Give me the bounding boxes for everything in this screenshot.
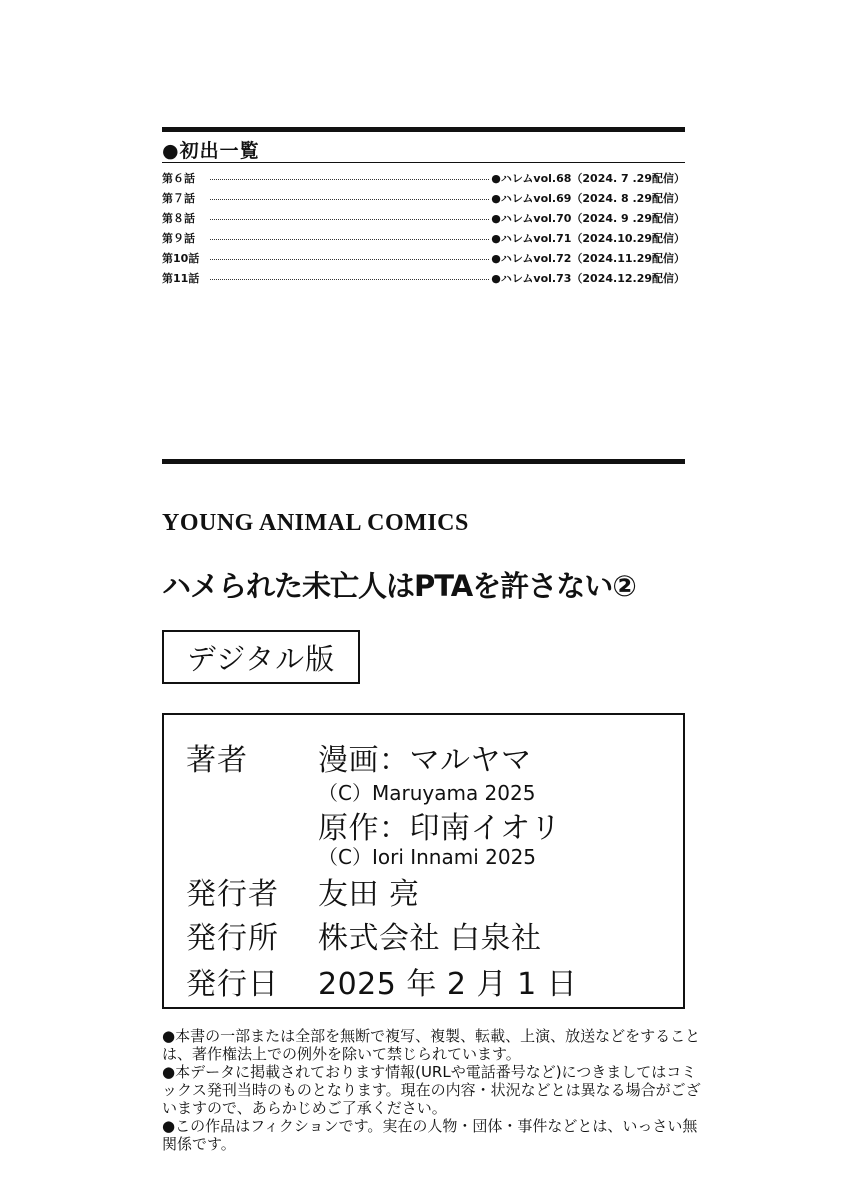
publisher-name: 株式会社 白泉社 bbox=[318, 921, 542, 956]
source-label: ●ハレムvol.72（2024.11.29配信） bbox=[491, 252, 685, 265]
first-appearance-header: ●初出一覧 bbox=[162, 140, 260, 162]
episode-label: 第11話 bbox=[162, 272, 200, 285]
source-label: ●ハレムvol.69（2024. 8 .29配信） bbox=[491, 192, 685, 205]
top-thick-rule bbox=[162, 127, 685, 132]
middle-thick-rule bbox=[162, 459, 685, 464]
first-appearance-list bbox=[162, 168, 685, 288]
edition-label: デジタル版 bbox=[186, 641, 336, 676]
list-item bbox=[162, 228, 685, 248]
list-item bbox=[162, 268, 685, 288]
notice-data-info: ●本データに掲載されております情報(URLや電話番号など)につきましてはコミックス発刊当時のものとなります。現在の内容・状況などとは異なる場合がございますので、あらかじめご了承ください。 bbox=[162, 1063, 701, 1117]
issuer-name: 友田 亮 bbox=[318, 877, 420, 912]
story-copyright: （C）Iori Innami 2025 bbox=[318, 845, 537, 869]
book-title: ハメられた未亡人はPTAを許さない② bbox=[162, 569, 636, 603]
episode-label: 第７話 bbox=[162, 192, 195, 205]
episode-label: 第９話 bbox=[162, 232, 195, 245]
episode-label: 第10話 bbox=[162, 252, 200, 265]
source-label: ●ハレムvol.73（2024.12.29配信） bbox=[491, 272, 685, 285]
imprint-label: YOUNG ANIMAL COMICS bbox=[162, 510, 469, 536]
leader-dots bbox=[210, 179, 489, 180]
publisher-label: 発行所 bbox=[186, 921, 279, 956]
notice-fiction: ●この作品はフィクションです。実在の人物・団体・事件などとは、いっさい無関係です。 bbox=[162, 1117, 698, 1153]
source-label: ●ハレムvol.68（2024. 7 .29配信） bbox=[491, 172, 685, 185]
leader-dots bbox=[210, 239, 489, 240]
leader-dots bbox=[210, 219, 489, 220]
list-item bbox=[162, 208, 685, 228]
leader-dots bbox=[210, 279, 489, 280]
episode-label: 第８話 bbox=[162, 212, 195, 225]
list-item bbox=[162, 168, 685, 188]
notice-copyright: ●本書の一部または全部を無断で複写、複製、転載、上演、放送などをすることは、著作権法上での例外を除いて禁じられています。 bbox=[162, 1027, 701, 1063]
credits-box bbox=[162, 713, 685, 1009]
source-label: ●ハレムvol.70（2024. 9 .29配信） bbox=[491, 212, 685, 225]
source-label: ●ハレムvol.71（2024.10.29配信） bbox=[491, 232, 685, 245]
art-credit: 漫画：マルヤマ bbox=[318, 743, 532, 778]
edition-badge bbox=[162, 630, 360, 684]
leader-dots bbox=[210, 259, 489, 260]
leader-dots bbox=[210, 199, 489, 200]
list-item bbox=[162, 188, 685, 208]
list-item bbox=[162, 248, 685, 268]
date-label: 発行日 bbox=[186, 967, 279, 1002]
notices bbox=[162, 1027, 702, 1153]
header-underline bbox=[162, 162, 685, 163]
story-credit: 原作：印南イオリ bbox=[318, 811, 562, 846]
episode-label: 第６話 bbox=[162, 172, 195, 185]
art-copyright: （C）Maruyama 2025 bbox=[318, 781, 536, 805]
publish-date: 2025 年 2 月 1 日 bbox=[318, 967, 578, 1002]
issuer-label: 発行者 bbox=[186, 877, 279, 912]
author-label: 著者 bbox=[186, 743, 248, 778]
